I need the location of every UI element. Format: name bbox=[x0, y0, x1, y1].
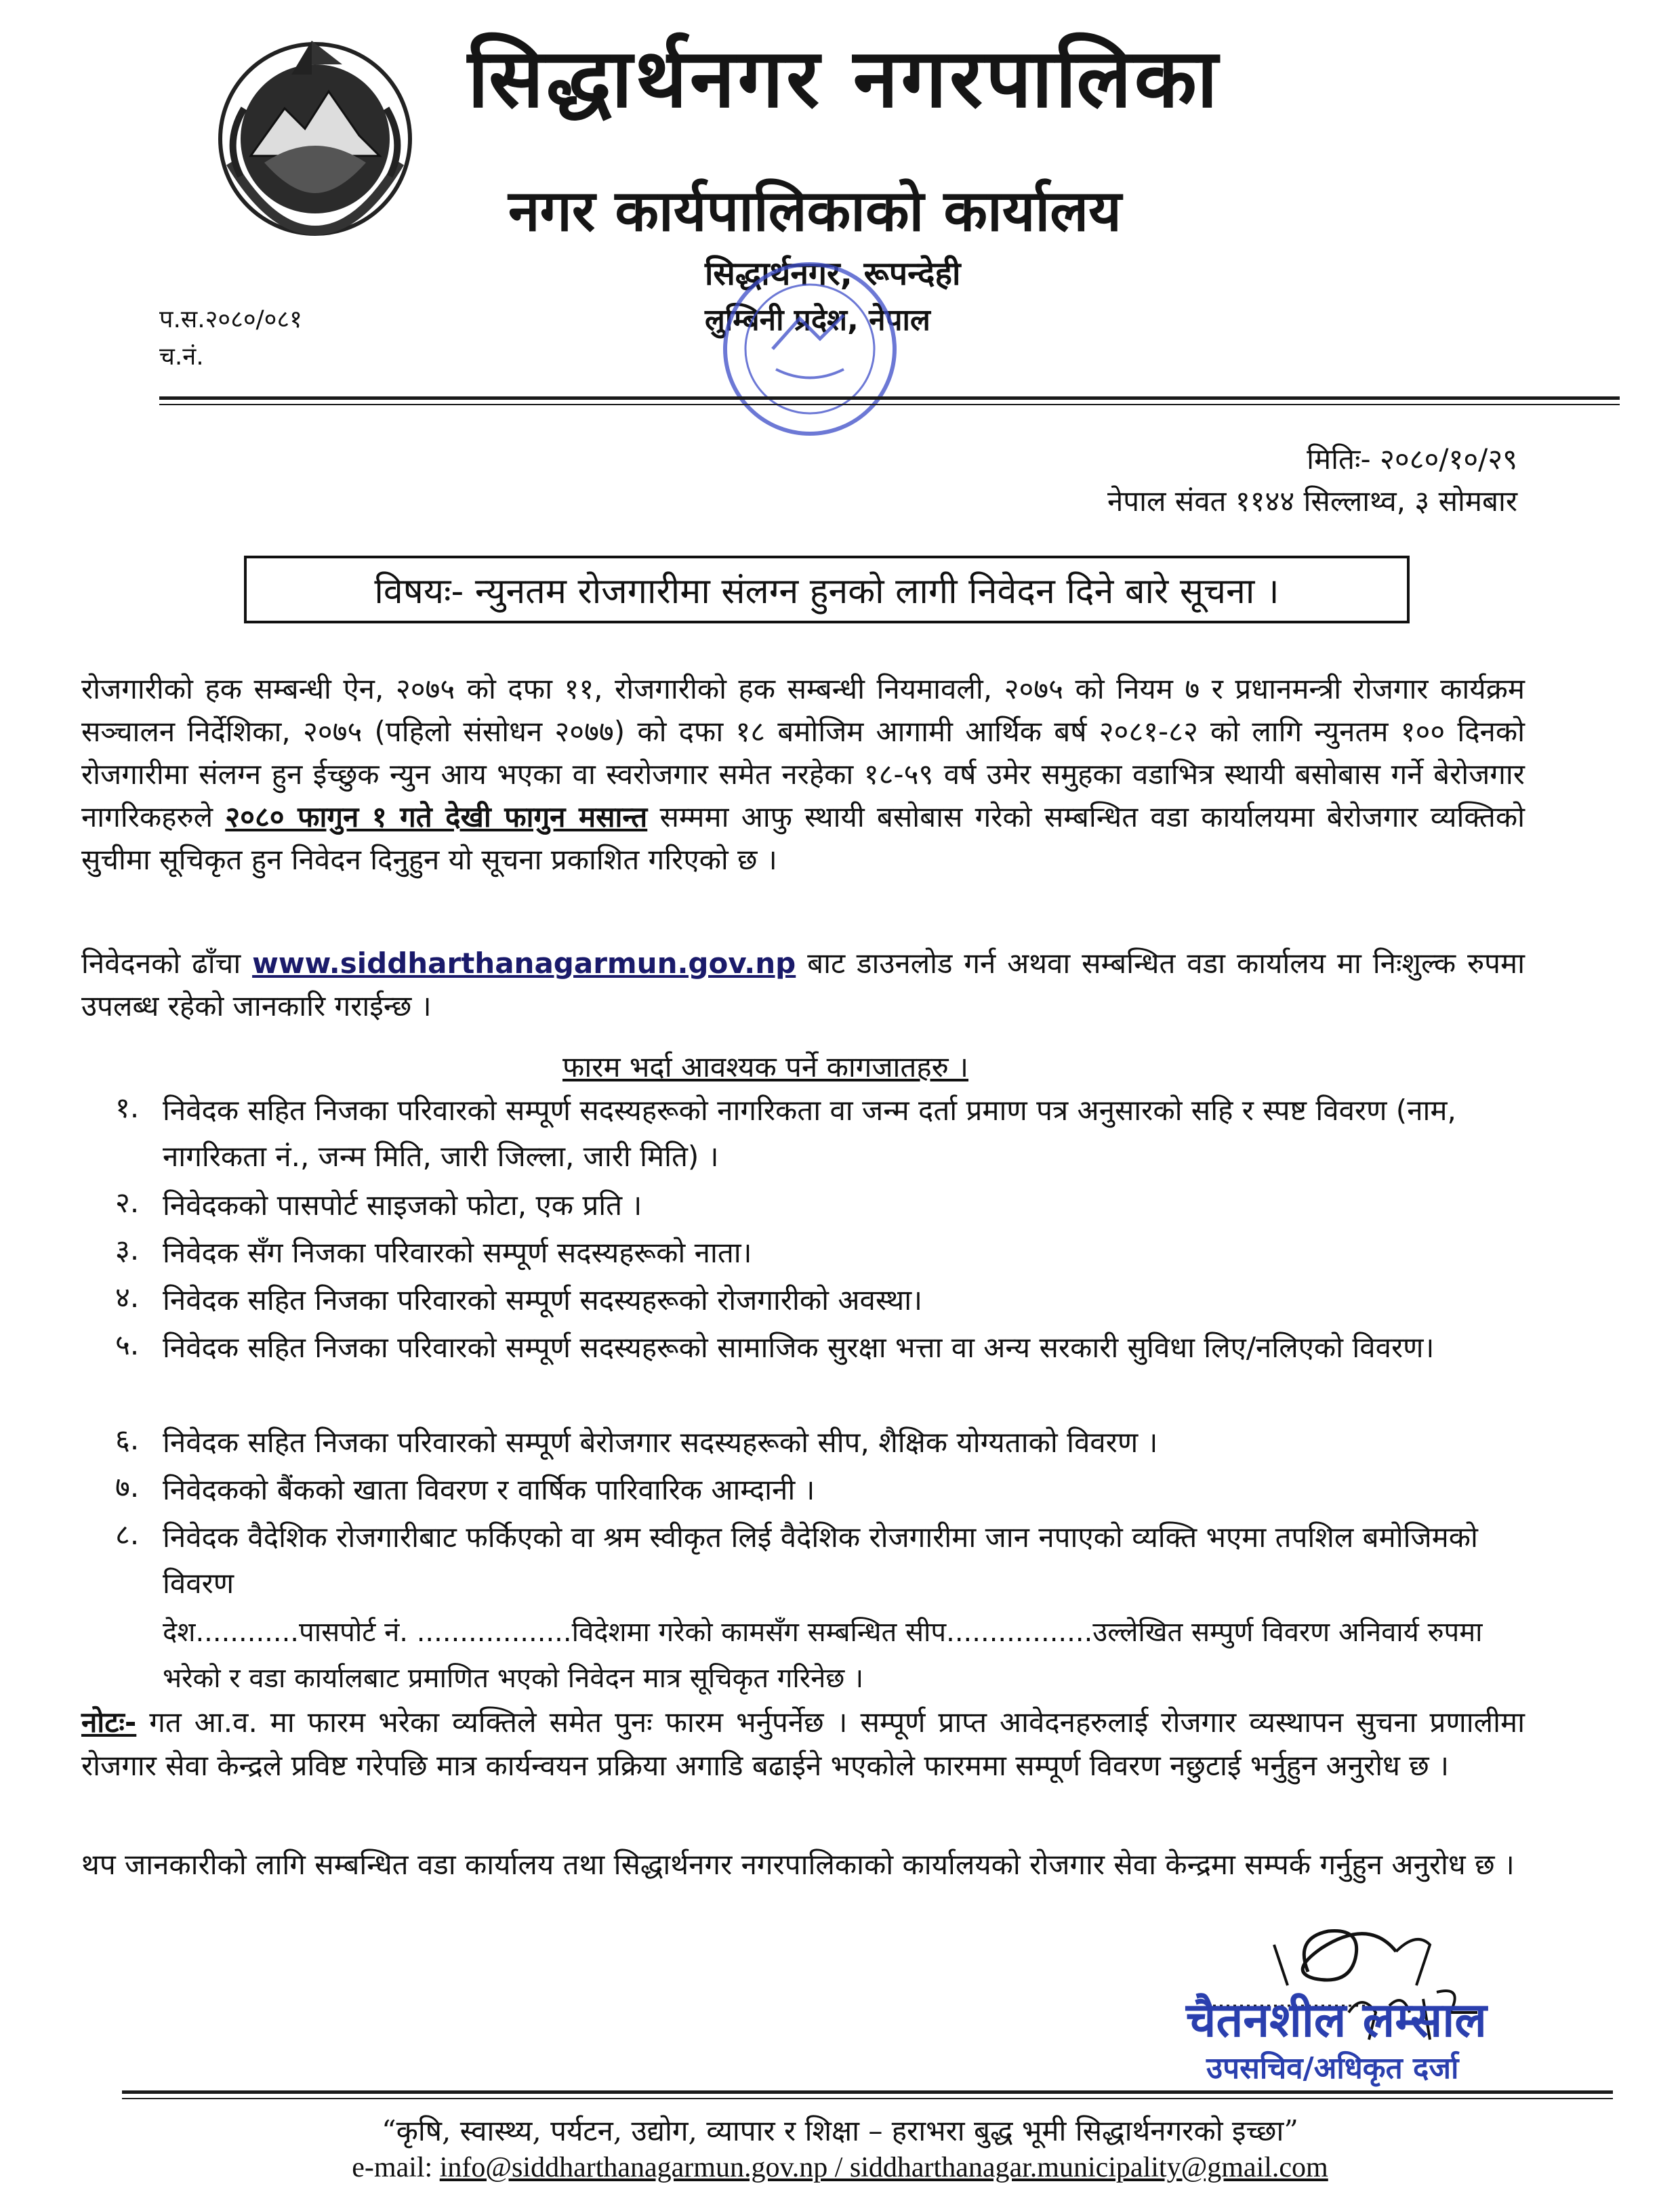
municipality-motto: “कृषि, स्वास्थ्य, पर्यटन, उद्योग, व्यापार र शिक्षा – हराभरा बुद्ध भूमी सिद्धार्थनगरको इच्छा” bbox=[382, 2114, 1298, 2147]
form-download-text-2: बाट डाउनलोड गर्न अथवा सम्बन्धित वडा कार्यालय मा निःशुल्क रुपमा उपलब्ध रहेको जानकारि गराईन्छ । bbox=[81, 947, 1525, 1023]
office-stamp bbox=[698, 251, 922, 447]
footer-divider-thin bbox=[122, 2098, 1613, 2099]
list-item-number: ८. bbox=[115, 1518, 140, 1551]
header-divider-thin bbox=[159, 404, 1620, 405]
address-line-1: सिद्धार्थनगर, रूपन्देही bbox=[705, 255, 961, 293]
list-item-number: ६. bbox=[115, 1423, 140, 1456]
list-item: निवेदक वैदेशिक रोजगारीबाट फर्किएको वा श्रम स्वीकृत लिई वैदेशिक रोजगारीमा जान नपाएको व्यक्ति भएमा तपशिल बमोजिमको विवरण bbox=[163, 1521, 1478, 1600]
list-item-number: ७. bbox=[115, 1470, 140, 1504]
signatory-name: चैतनशील लम्साल bbox=[1186, 1992, 1487, 2048]
dispatch-number: च.नं. bbox=[159, 343, 204, 371]
list-item: निवेदकको पासपोर्ट साइजको फोटा, एक प्रति । bbox=[163, 1189, 642, 1222]
nepal-government-emblem bbox=[203, 27, 427, 237]
note-paragraph bbox=[81, 1701, 1525, 1788]
notice-text-part-1: रोजगारीको हक सम्बन्धी ऐन, २०७५ को दफा ११, रोजगारीको हक सम्बन्धी नियमावली, २०७५ को नियम ७ र प्रधानमन्त्री रोजगार कार्यक्रम सञ्चालन निर्देशिका, २०७५ (पहिलो संसोधन २०७७) को दफा १८ बमोजिम आगामी आर्थिक बर्ष २०८१-८२ को लागि न्युनतम १०० दिनको रोजगारीमा संलग्न हुन ईच्छुक न्युन आय भएका वा स्वरोजगार समेत नरहेका १८-५९ वर्ष उमेर समुहका वडाभित्र स्थायी बसोबास गर्ने बेरोजगार नागरिकहरुले bbox=[81, 672, 1525, 833]
signatory-title: उपसचिव/अधिकृत दर्जा bbox=[1206, 2051, 1459, 2086]
office-title: नगर कार्यपालिकाको कार्यालय bbox=[508, 178, 1122, 244]
subject-line: विषयः- न्युनतम रोजगारीमा संलग्न हुनको लागी निवेदन दिने बारे सूचना । bbox=[244, 556, 1410, 623]
contact-email-line bbox=[0, 2151, 1680, 2184]
municipality-title: सिद्धार्थनगर नगरपालिका bbox=[468, 32, 1221, 126]
list-item: निवेदक सहित निजका परिवारको सम्पूर्ण सदस्यहरूको रोजगारीको अवस्था। bbox=[163, 1283, 922, 1317]
notice-text-part-2: सम्ममा आफु स्थायी बसोबास गरेको सम्बन्धित वडा कार्यालयमा बेरोजगार व्यक्तिको सुचीमा सूचिकृत हुन निवेदन दिनुहुन यो सूचना प्रकाशित गरिएको छ । bbox=[81, 800, 1525, 876]
note-text: गत आ.व. मा फारम भरेका व्यक्तिले समेत पुनः फारम भर्नुपर्नेछ । सम्पूर्ण प्राप्त आवेदनहरुलाई रोजगार व्यस्थापन सुचना प्रणालीमा रोजगार सेवा केन्द्रले प्रविष्ट गरेपछि मात्र कार्यन्वयन प्रक्रिया अगाडि बढाईने भएकोले फारममा सम्पूर्ण विवरण नछुटाई भर्नुहुन अनुरोध छ । bbox=[81, 1706, 1525, 1782]
form-download-text-1: निवेदनको ढाँचा bbox=[81, 947, 253, 980]
reference-number: प.स.२०८०/०८१ bbox=[159, 306, 302, 333]
email-addresses[interactable]: info@siddharthanagarmun.gov.np / siddharthanagar.municipality@gmail.com bbox=[439, 2152, 1328, 2183]
footer-divider bbox=[122, 2090, 1613, 2094]
header-divider bbox=[159, 396, 1620, 400]
list-item-number: ३. bbox=[115, 1233, 140, 1266]
list-item: निवेदक सँग निजका परिवारको सम्पूर्ण सदस्यहरूको नाता। bbox=[163, 1236, 752, 1269]
list-item-number: १. bbox=[115, 1091, 140, 1124]
notice-paragraph bbox=[81, 667, 1525, 932]
note-label: नोटः- bbox=[81, 1706, 137, 1739]
list-item: निवेदक सहित निजका परिवारको सम्पूर्ण सदस्यहरूको सामाजिक सुरक्षा भत्ता वा अन्य सरकारी सुविधा लिए/नलिएको विवरण। bbox=[163, 1331, 1435, 1364]
municipality-website-link[interactable]: www.siddharthanagarmun.gov.np bbox=[252, 947, 796, 980]
list-item: निवेदकको बैंकको खाता विवरण र वार्षिक पारिवारिक आम्दानी । bbox=[163, 1473, 815, 1506]
list-item-number: २. bbox=[115, 1186, 140, 1219]
date-line: मितिः- २०८०/१०/२९ bbox=[1307, 442, 1517, 476]
foreign-employment-detail-fields: देश............पासपोर्ट नं. ..................विदेशमा गरेको कामसँग सम्बन्धित सीप.................उल्लेखित सम्पुर्ण विवरण अनिवार्य रुपमा भरेको र वडा कार्यालबाट प्रमाणित भएको निवेदन मात्र सूचिकृत गरिनेछ । bbox=[163, 1617, 1483, 1694]
form-download-paragraph bbox=[81, 942, 1525, 1030]
list-item-number: ४. bbox=[115, 1281, 140, 1314]
address-line-2: लुम्बिनी प्रदेश, नेपाल bbox=[705, 303, 930, 337]
application-deadline: २०८० फागुन १ गते देखी फागुन मसान्त bbox=[225, 800, 648, 833]
email-label: e-mail: bbox=[352, 2152, 440, 2183]
list-item: निवेदक सहित निजका परिवारको सम्पूर्ण बेरोजगार सदस्यहरूको सीप, शैक्षिक योग्यताको विवरण । bbox=[163, 1426, 1158, 1459]
list-item: निवेदक सहित निजका परिवारको सम्पूर्ण सदस्यहरूको नागरिकता वा जन्म दर्ता प्रमाण पत्र अनुसारको सहि र स्पष्ट विवरण (नाम, नागरिकता नं., जन्म मिति, जारी जिल्ला, जारी मिति) । bbox=[163, 1094, 1456, 1173]
more-info-paragraph: थप जानकारीको लागि सम्बन्धित वडा कार्यालय तथा सिद्धार्थनगर नगरपालिकाको कार्यालयको रोजगार सेवा केन्द्रमा सम्पर्क गर्नुहुन अनुरोध छ । bbox=[81, 1848, 1515, 1881]
list-item-number: ५. bbox=[115, 1328, 140, 1361]
required-documents-heading: फारम भर्दा आवश्यक पर्ने कागजातहरु । bbox=[562, 1050, 969, 1083]
nepal-sambat-date: नेपाल संवत ११४४ सिल्लाथ्व, ३ सोमबार bbox=[1107, 484, 1517, 518]
